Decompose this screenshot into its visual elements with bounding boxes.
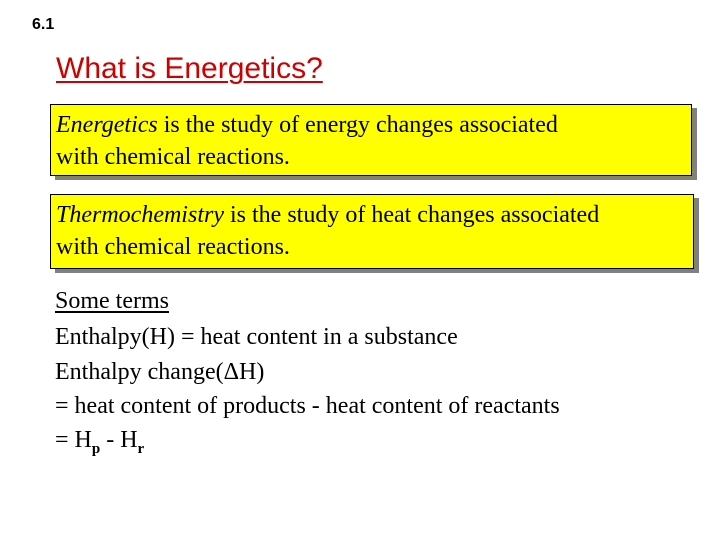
formula-minus: - H xyxy=(100,427,138,453)
definition-line-2: with chemical reactions. xyxy=(56,144,290,170)
terms-heading: Some terms xyxy=(55,288,169,314)
enthalpy-definition: Enthalpy(H) = heat content in a substance xyxy=(55,324,458,350)
enthalpy-change-label: Enthalpy change(ΔH) xyxy=(55,359,265,385)
slide-title: What is Energetics? xyxy=(56,52,323,85)
term-energetics: Energetics xyxy=(56,112,158,138)
enthalpy-change-formula xyxy=(55,423,560,457)
formula-prefix: = H xyxy=(55,427,92,453)
definition-line-2: with chemical reactions. xyxy=(56,234,290,260)
term-thermochemistry: Thermochemistry xyxy=(56,202,224,228)
energetics-definition-box xyxy=(50,104,692,176)
definition-line xyxy=(56,199,693,231)
enthalpy-change-definition: = heat content of products - heat content of reactants xyxy=(55,393,560,419)
definition-line xyxy=(56,109,691,141)
thermochemistry-definition-box xyxy=(50,194,694,269)
definition-text: is the study of heat changes associated xyxy=(223,202,600,228)
terms-section xyxy=(55,283,560,457)
definition-text: is the study of energy changes associated xyxy=(157,112,558,138)
slide-number: 6.1 xyxy=(32,16,55,33)
formula-sub-products: p xyxy=(91,441,101,457)
formula-sub-reactants: r xyxy=(137,441,145,457)
